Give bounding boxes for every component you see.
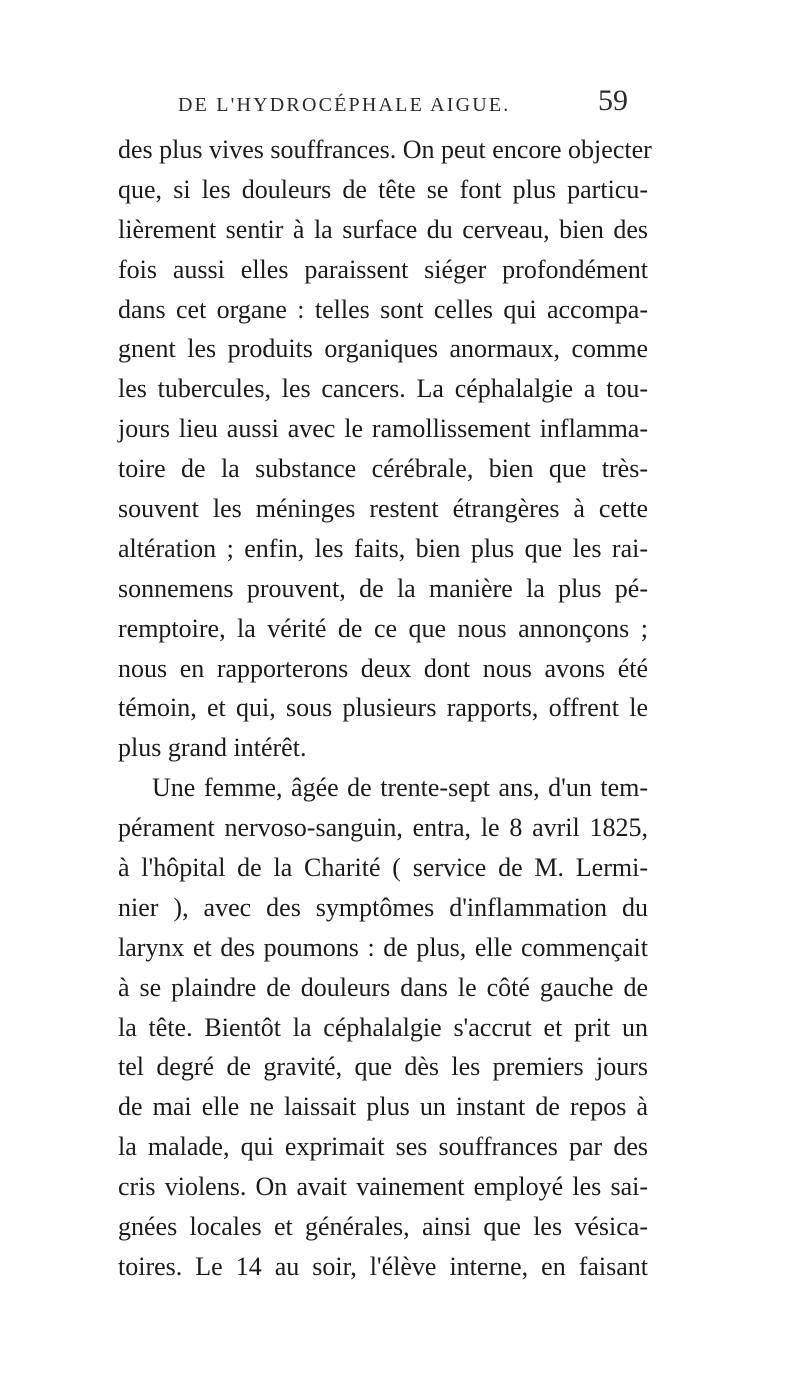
paragraph-end-line: plus grand intérêt. [118,733,307,763]
text-line: dans cet organe : telles sont celles qui accompa- [118,294,648,324]
text-line: nier ), avec des symptômes d'inflammation du [118,892,648,922]
text-line: la tête. Bientôt la céphalalgie s'accrut et prit un [118,1012,648,1042]
text-line: larynx et des poumons : de plus, elle commençait [118,932,648,962]
text-line: altération ; enfin, les faits, bien plus que les rai- [118,533,648,563]
text-line: lièrement sentir à la surface du cerveau, bien des [118,214,648,244]
text-line: sonnemens prouvent, de la manière la plus pé- [118,573,648,603]
text-line: de mai elle ne laissait plus un instant de repos à [118,1092,648,1122]
text-line: gnées locales et générales, ainsi que les vésica- [118,1212,648,1242]
body-text [118,130,652,1287]
text-line: souvent les méninges restent étrangères à cette [118,494,648,524]
page-number: 59 [598,84,628,117]
text-line: des plus vives souffrances. On peut encore objecter [118,135,652,164]
text-line: tel degré de gravité, que dès les premiers jours [118,1052,648,1082]
text-line: à l'hôpital de la Charité ( service de M. Lermi- [118,853,648,883]
paragraph-start-line: Une femme, âgée de trente-sept ans, d'un tem- [152,773,648,803]
text-line: nous en rapporterons deux dont nous avons été [118,653,648,683]
text-line: toires. Le 14 au soir, l'élève interne, en faisant [118,1251,648,1281]
running-header [178,80,628,120]
text-line: remptoire, la vérité de ce que nous annonçons ; [118,613,648,643]
running-title: DE L'HYDROCÉPHALE AIGUE. [178,94,511,116]
text-line: cris violens. On avait vainement employé les sai- [118,1172,648,1202]
text-line: jours lieu aussi avec le ramollissement inflamma- [118,414,648,444]
text-line: la malade, qui exprimait ses souffrances par des [118,1132,648,1162]
text-line: témoin, et qui, sous plusieurs rapports, offrent le [118,693,648,723]
text-line: toire de la substance cérébrale, bien que très- [118,454,648,484]
text-line: les tubercules, les cancers. La céphalalgie a tou- [118,374,648,404]
text-line: gnent les produits organiques anormaux, comme [118,334,648,364]
text-line: fois aussi elles paraissent siéger profondément [118,254,648,284]
text-line: que, si les douleurs de tête se font plus particu- [118,174,648,204]
text-line: pérament nervoso-sanguin, entra, le 8 avril 1825, [118,813,648,843]
text-line: à se plaindre de douleurs dans le côté gauche de [118,972,648,1002]
